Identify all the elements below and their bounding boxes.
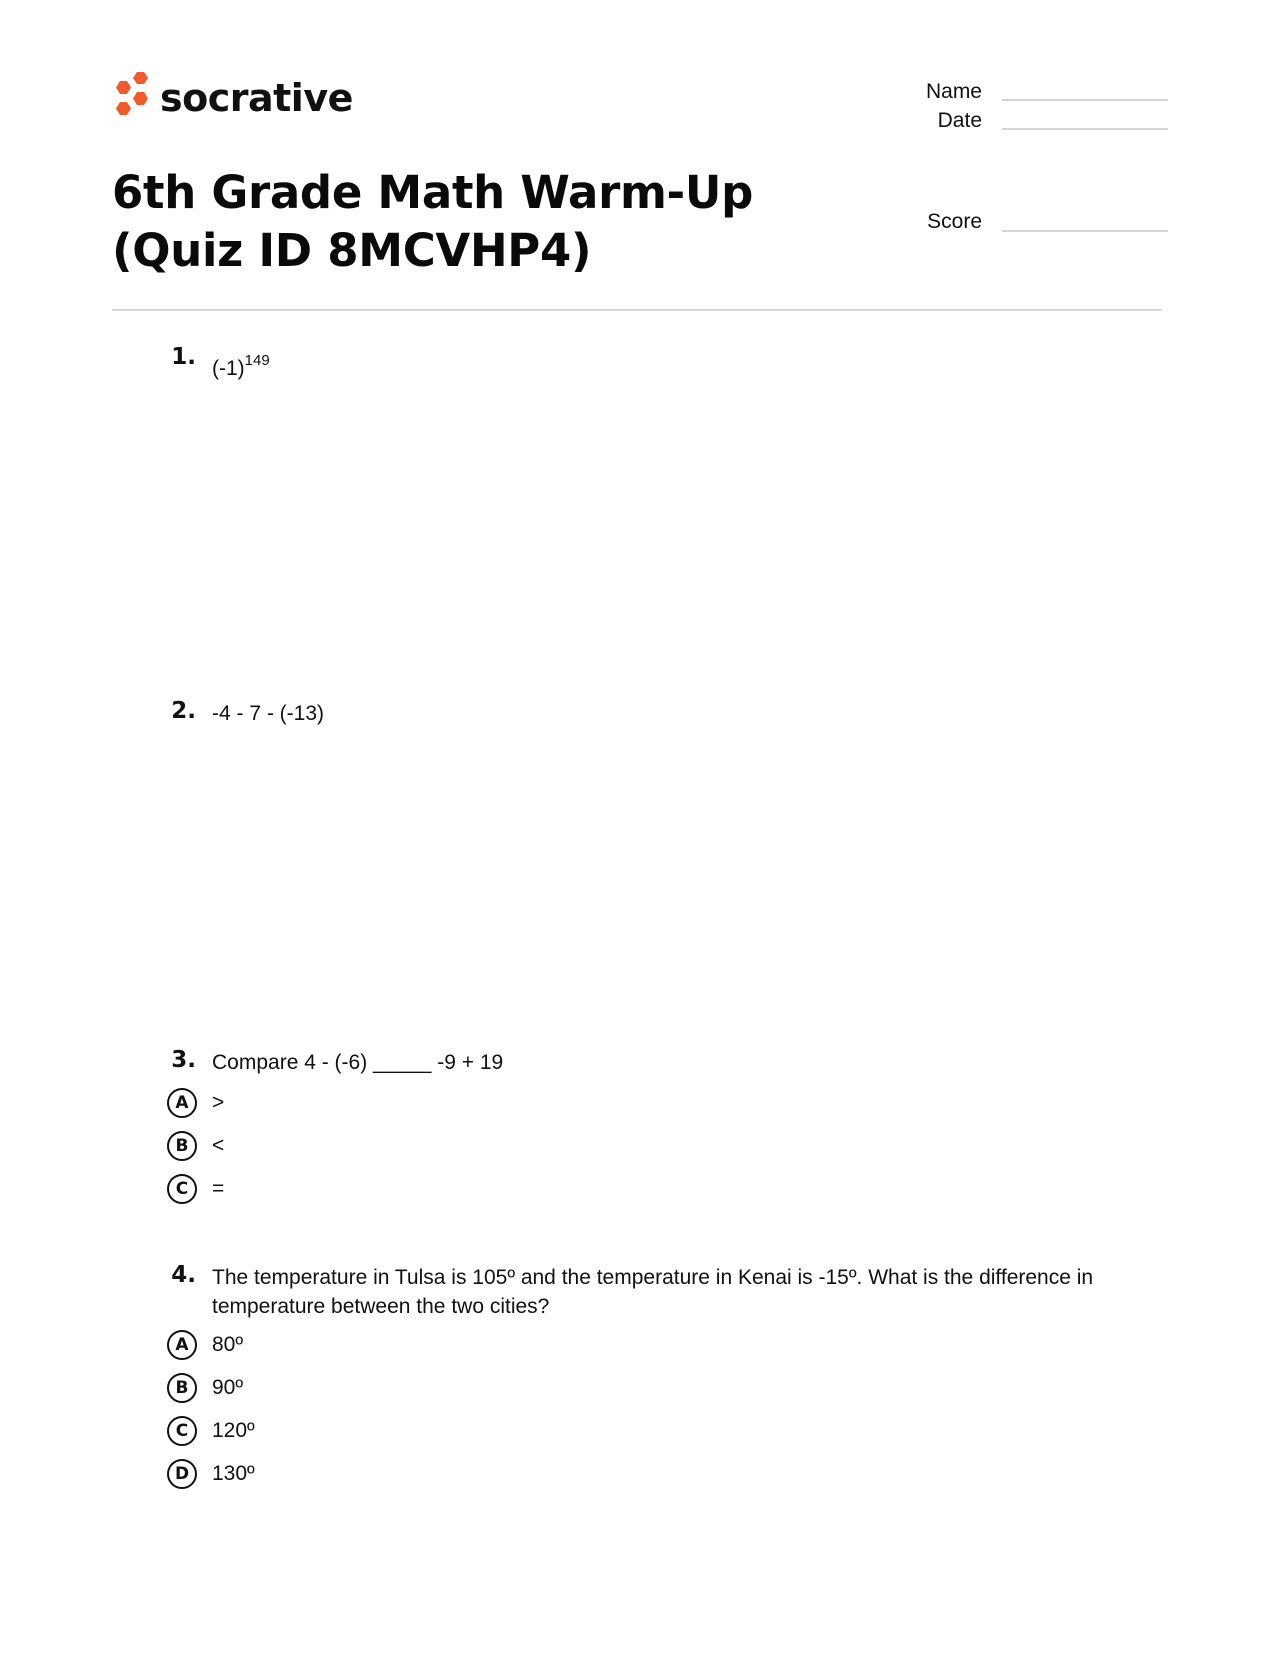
question-text-line-2: temperature between the two cities? — [212, 1295, 550, 1318]
question-number: 1. — [171, 344, 196, 370]
hexagon-cluster-icon — [110, 72, 150, 124]
option-text: 90º — [212, 1376, 244, 1399]
option-letter-circle[interactable]: C — [167, 1416, 197, 1446]
option-a[interactable] — [167, 1328, 244, 1362]
score-label: Score — [927, 210, 982, 233]
option-d[interactable] — [167, 1457, 255, 1491]
expression-base: (-1) — [212, 357, 245, 380]
option-b[interactable] — [167, 1371, 244, 1405]
question-number: 4. — [171, 1262, 196, 1288]
option-text: 80º — [212, 1333, 244, 1356]
brand-name: socrative — [160, 76, 353, 120]
question-text-line-1: The temperature in Tulsa is 105º and the temperature in Kenai is -15º. What is the difference in — [212, 1266, 1094, 1289]
option-text: < — [212, 1134, 225, 1157]
option-text: > — [212, 1091, 225, 1114]
date-field[interactable] — [862, 109, 982, 133]
date-line[interactable] — [1002, 128, 1168, 130]
option-text: 130º — [212, 1462, 255, 1485]
exponent: 149 — [244, 352, 270, 369]
question-text: -4 - 7 - (-13) — [212, 702, 325, 725]
option-text: = — [212, 1177, 225, 1200]
option-a[interactable] — [167, 1086, 225, 1120]
option-letter-circle[interactable]: B — [167, 1131, 197, 1161]
header-divider — [112, 309, 1162, 311]
option-text: 120º — [212, 1419, 255, 1442]
question-text: Compare 4 - (-6) _____ -9 + 19 — [212, 1051, 504, 1074]
name-field[interactable] — [862, 80, 982, 104]
option-c[interactable] — [167, 1172, 225, 1206]
question-text — [212, 348, 270, 383]
option-letter-circle[interactable]: B — [167, 1373, 197, 1403]
socrative-logo — [110, 72, 353, 124]
score-line[interactable] — [1002, 230, 1168, 232]
option-b[interactable] — [167, 1129, 225, 1163]
question-number: 3. — [171, 1047, 196, 1073]
date-label: Date — [937, 109, 982, 132]
option-letter-circle[interactable]: D — [167, 1459, 197, 1489]
name-label: Name — [925, 80, 982, 103]
question-number: 2. — [171, 698, 196, 724]
option-letter-circle[interactable]: A — [167, 1088, 197, 1118]
name-line[interactable] — [1002, 99, 1168, 101]
option-letter-circle[interactable]: A — [167, 1330, 197, 1360]
page-title: 6th Grade Math Warm-Up (Quiz ID 8MCVHP4) — [112, 166, 754, 277]
option-letter-circle[interactable]: C — [167, 1174, 197, 1204]
option-c[interactable] — [167, 1414, 255, 1448]
